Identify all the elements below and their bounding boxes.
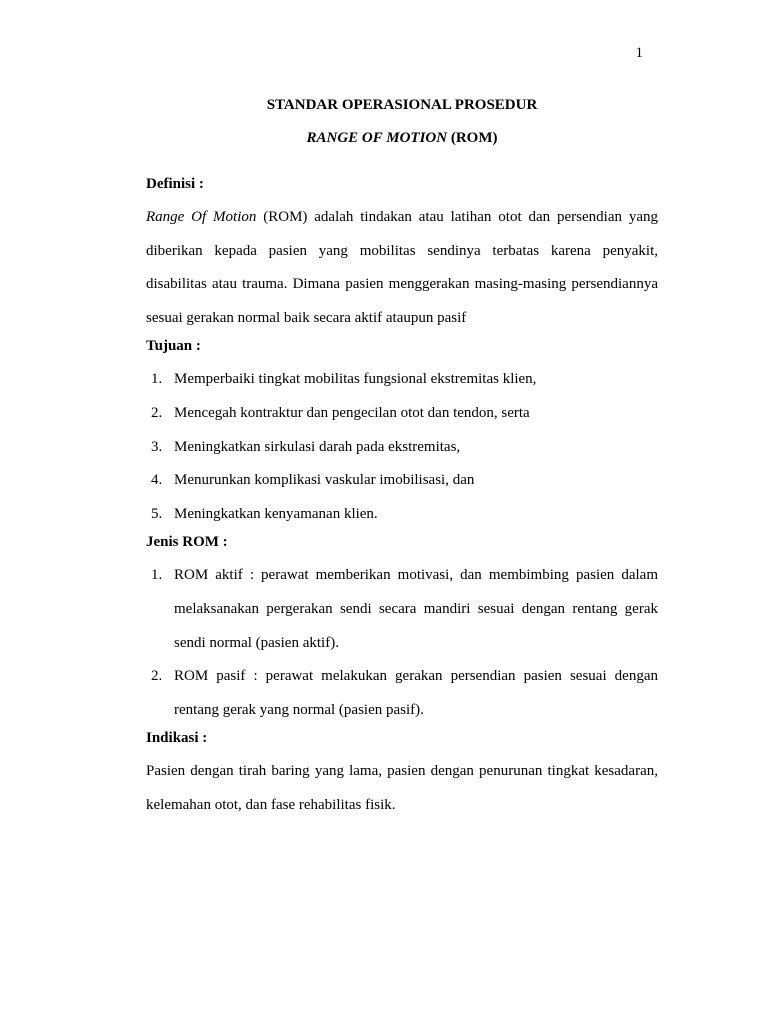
tujuan-list bbox=[146, 363, 658, 531]
list-item bbox=[146, 498, 658, 532]
definisi-heading: Definisi : bbox=[146, 176, 204, 192]
jenis-list bbox=[146, 559, 658, 727]
list-item-text: Memperbaiki tingkat mobilitas fungsional ekstremitas klien, bbox=[174, 371, 537, 388]
list-item-text: Mencegah kontraktur dan pengecilan otot dan tendon, serta bbox=[174, 404, 530, 421]
list-item bbox=[146, 464, 658, 498]
page-number: 1 bbox=[635, 45, 643, 61]
indikasi-paragraph: Pasien dengan tirah baring yang lama, pasien dengan penurunan tingkat kesadaran, kelemahan otot, dan fase rehabilitas fisik. bbox=[146, 763, 658, 813]
list-item-number: 1. bbox=[151, 567, 163, 584]
list-item-number: 2. bbox=[151, 668, 163, 685]
definisi-lead: Range Of Motion bbox=[146, 209, 257, 225]
list-item-text: ROM aktif : perawat memberikan motivasi, dan membimbing pasien dalam melaksanakan pergerakan sendi secara mandiri sesuai dengan rentang gerak sendi normal (pasien aktif). bbox=[174, 567, 658, 651]
subtitle-rest: (ROM) bbox=[447, 130, 498, 146]
list-item bbox=[146, 559, 658, 660]
list-item bbox=[146, 397, 658, 431]
list-item bbox=[146, 363, 658, 397]
definisi-paragraph bbox=[146, 201, 658, 335]
list-item-number: 4. bbox=[151, 472, 163, 489]
tujuan-heading: Tujuan : bbox=[146, 338, 201, 355]
list-item-text: Meningkatkan sirkulasi darah pada ekstremitas, bbox=[174, 438, 461, 455]
document-subtitle bbox=[146, 129, 658, 147]
document-title: STANDAR OPERASIONAL PROSEDUR bbox=[266, 97, 538, 113]
list-item-number: 2. bbox=[151, 404, 163, 421]
list-item-text: ROM pasif : perawat melakukan gerakan persendian pasien sesuai dengan rentang gerak yang normal (pasien pasif). bbox=[174, 668, 658, 718]
list-item bbox=[146, 660, 658, 727]
definisi-text: (ROM) adalah tindakan atau latihan otot dan persendian yang diberikan kepada pasien yang mobilitas sendinya terbatas karena penyakit, disabilitas atau trauma. Dimana pasien menggerakan masing-masing persendiannya sesuai gerakan normal baik secara aktif ataupun pasif bbox=[146, 209, 658, 326]
list-item-text: Menurunkan komplikasi vaskular imobilisasi, dan bbox=[174, 472, 475, 489]
list-item-number: 5. bbox=[151, 505, 163, 522]
list-item-number: 3. bbox=[151, 438, 163, 455]
list-item bbox=[146, 431, 658, 465]
indikasi-heading: Indikasi : bbox=[146, 730, 208, 747]
list-item-number: 1. bbox=[151, 371, 163, 388]
document-body bbox=[146, 96, 658, 823]
jenis-heading: Jenis ROM : bbox=[146, 534, 228, 551]
list-item-text: Meningkatkan kenyamanan klien. bbox=[174, 505, 378, 522]
subtitle-italic: RANGE OF MOTION bbox=[306, 130, 448, 146]
